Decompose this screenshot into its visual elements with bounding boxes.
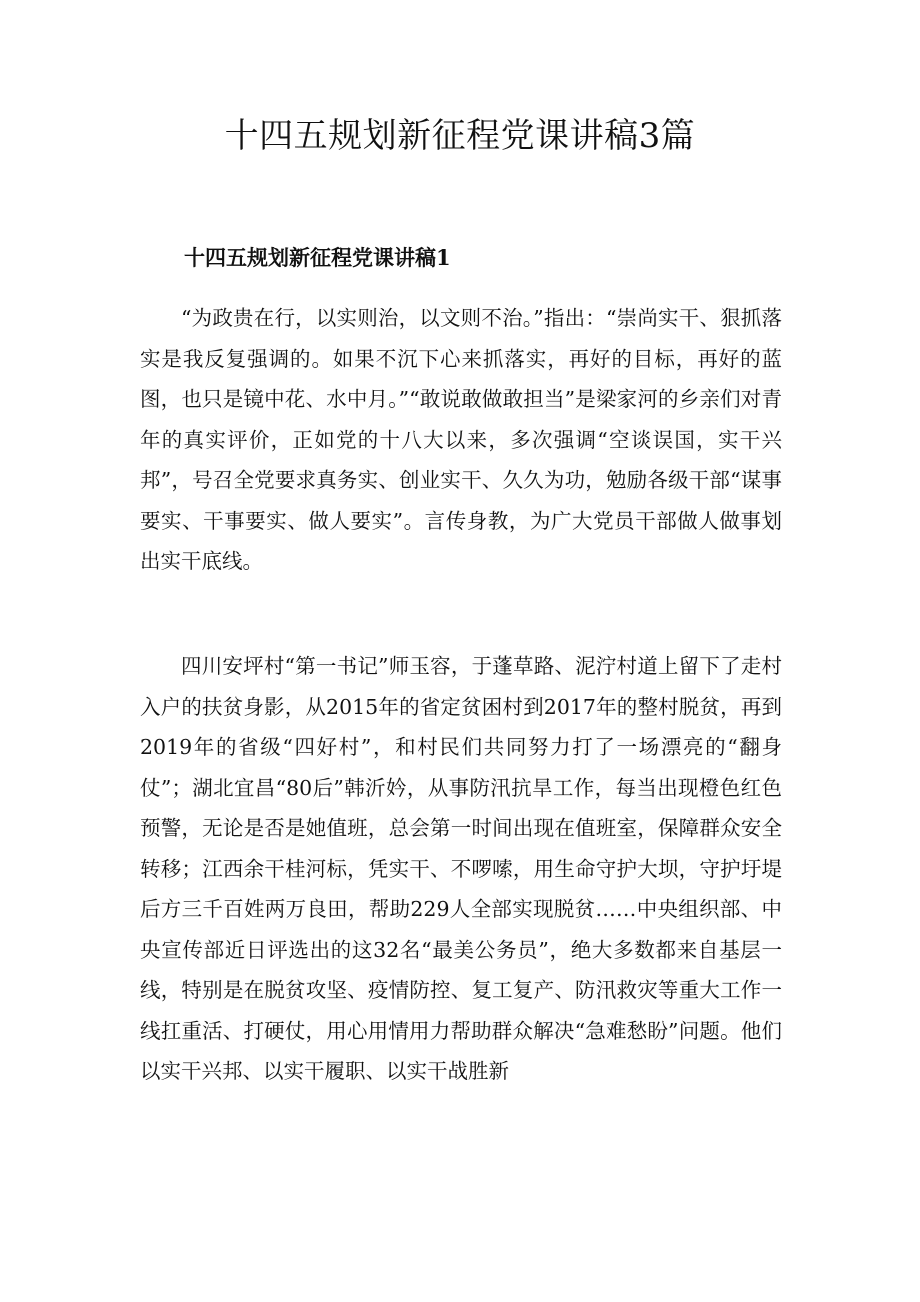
document-title: 十四五规划新征程党课讲稿3篇 xyxy=(224,116,696,156)
section-heading: 十四五规划新征程党课讲稿1 xyxy=(184,245,451,270)
paragraph-1: “为政贵在行，以实则治，以文则不治。”指出：“崇尚实干、狠抓落实是我反复强调的。如果不沉下心来抓落实，再好的目标，再好的蓝图，也只是镜中花、水中月。”“敢说敢做敢担当”是梁家河的乡亲们对青年的真实评价，正如党的十八大以来，多次强调“空谈误国，实干兴邦”，号召全党要求真务实、创业实干、久久为功，勉励各级干部“谋事要实、干事要实、做人要实”。言传身教，为广大党员干部做人做事划出实干底线。 xyxy=(140,306,782,573)
paragraph-2: 四川安坪村“第一书记”师玉容，于蓬草路、泥泞村道上留下了走村入户的扶贫身影，从2015年的省定贫困村到2017年的整村脱贫，再到2019年的省级“四好村”，和村民们共同努力打了一场漂亮的“翻身仗”；湖北宜昌“80后”韩沂妗，从事防汛抗旱工作，每当出现橙色红色预警，无论是否是她值班，总会第一时间出现在值班室，保障群众安全转移；江西余干桂河标，凭实干、不啰嗦，用生命守护大坝，守护圩堤后方三千百姓两万良田，帮助229人全部实现脱贫……中央组织部、中央宣传部近日评选出的这32名“最美公务员”，绝大多数都来自基层一线，特别是在脱贫攻坚、疫情防控、复工复产、防汛救灾等重大工作一线扛重活、打硬仗，用心用情用力帮助群众解决“急难愁盼”问题。他们以实干兴邦、以实干履职、以实干战胜新 xyxy=(140,654,782,1083)
